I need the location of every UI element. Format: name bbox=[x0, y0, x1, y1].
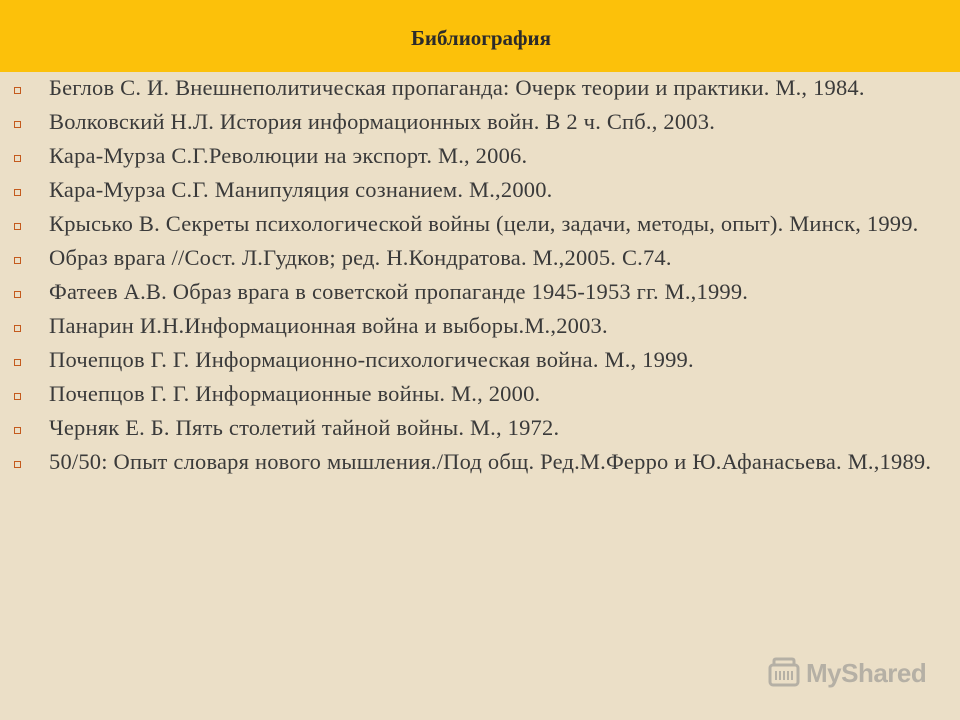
list-item-text: Крысько В. Секреты психологической войны (цели, задачи, методы, опыт). Минск, 1999. bbox=[49, 211, 919, 236]
square-bullet-icon bbox=[14, 223, 21, 230]
square-bullet-icon bbox=[14, 121, 21, 128]
list-item-text: Фатеев А.В. Образ врага в советской пропаганде 1945-1953 гг. М.,1999. bbox=[49, 279, 749, 304]
slide-title: Библиография bbox=[410, 25, 552, 50]
square-bullet-icon bbox=[14, 291, 21, 298]
list-item bbox=[14, 280, 944, 304]
list-item-text: Образ врага //Сост. Л.Гудков; ред. Н.Кондратова. М.,2005. С.74. bbox=[49, 245, 672, 270]
list-item bbox=[14, 450, 944, 474]
square-bullet-icon bbox=[14, 189, 21, 196]
list-item-text: 50/50: Опыт словаря нового мышления./Под общ. Ред.М.Ферро и Ю.Афанасьева. М.,1989. bbox=[49, 449, 932, 474]
list-item bbox=[14, 348, 944, 372]
list-item bbox=[14, 246, 944, 270]
list-item-text: Кара-Мурза С.Г.Революции на экспорт. М., 2006. bbox=[49, 143, 528, 168]
list-item-text: Беглов С. И. Внешнеполитическая пропаганда: Очерк теории и практики. М., 1984. bbox=[49, 75, 865, 100]
list-item bbox=[14, 416, 944, 440]
square-bullet-icon bbox=[14, 427, 21, 434]
watermark-text: MyShared bbox=[806, 657, 927, 688]
list-item-text: Панарин И.Н.Информационная война и выборы.М.,2003. bbox=[49, 313, 608, 338]
list-item-text: Почепцов Г. Г. Информационные войны. М., 2000. bbox=[49, 381, 541, 406]
myshared-logo-icon bbox=[766, 655, 802, 691]
list-item bbox=[14, 314, 944, 338]
list-item bbox=[14, 110, 944, 134]
list-item-text: Кара-Мурза С.Г. Манипуляция сознанием. М.,2000. bbox=[49, 177, 553, 202]
square-bullet-icon bbox=[14, 461, 21, 468]
title-bar bbox=[0, 0, 960, 72]
square-bullet-icon bbox=[14, 325, 21, 332]
list-item bbox=[14, 382, 944, 406]
list-item-text: Черняк Е. Б. Пять столетий тайной войны. М., 1972. bbox=[49, 415, 560, 440]
square-bullet-icon bbox=[14, 359, 21, 366]
myshared-watermark[interactable] bbox=[766, 655, 926, 691]
square-bullet-icon bbox=[14, 87, 21, 94]
list-item bbox=[14, 144, 944, 168]
list-item bbox=[14, 76, 944, 100]
list-item-text: Почепцов Г. Г. Информационно-психологическая война. М., 1999. bbox=[49, 347, 694, 372]
list-item bbox=[14, 178, 944, 202]
list-item bbox=[14, 212, 944, 236]
bibliography-list bbox=[14, 76, 944, 484]
list-item-text: Волковский Н.Л. История информационных войн. В 2 ч. Спб., 2003. bbox=[49, 109, 716, 134]
square-bullet-icon bbox=[14, 257, 21, 264]
square-bullet-icon bbox=[14, 393, 21, 400]
square-bullet-icon bbox=[14, 155, 21, 162]
